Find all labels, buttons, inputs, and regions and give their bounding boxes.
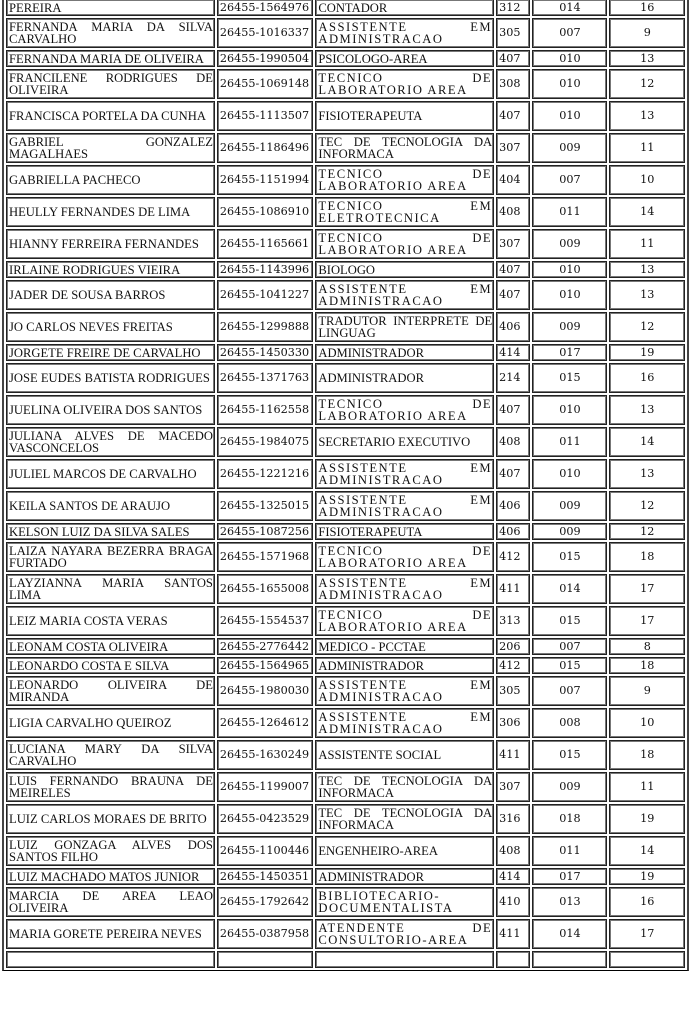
cell-nivel: 010 [532, 395, 606, 425]
cell-name: FERNANDA MARIA DA SILVA CARVALHO [6, 18, 215, 48]
cell-nivel: 014 [532, 574, 606, 604]
cell-padrao: 11 [609, 772, 685, 802]
cell-codigo: 407 [496, 261, 530, 278]
table-row [6, 0, 685, 16]
cell-cargo: FISIOTERAPEUTA [315, 523, 494, 540]
cell-cargo: ASSISTENTE EM ADMINISTRACAO [315, 280, 494, 310]
cell-padrao: 12 [609, 312, 685, 342]
cell-cargo: ADMINISTRADOR [315, 657, 494, 674]
cell-padrao: 14 [609, 427, 685, 457]
cell-name: IRLAINE RODRIGUES VIEIRA [6, 261, 215, 278]
cell-name: LUCIANA MARY DA SILVA CARVALHO [6, 740, 215, 770]
cell-nivel: 010 [532, 459, 606, 489]
cell-matricula: 26455-1221216 [217, 459, 313, 489]
cell-name: JUELINA OLIVEIRA DOS SANTOS [6, 395, 215, 425]
cell-padrao: 8 [609, 638, 685, 655]
cell-padrao: 17 [609, 919, 685, 949]
cell-name: LIGIA CARVALHO QUEIROZ [6, 708, 215, 738]
cell-nivel: 009 [532, 523, 606, 540]
table-row [6, 491, 685, 521]
cell-name: FRANCILENE RODRIGUES DE OLIVEIRA [6, 69, 215, 99]
cell-padrao: 13 [609, 101, 685, 131]
cell-cargo: TECNICO DE LABORATORIO AREA [315, 542, 494, 572]
cell-nivel: 010 [532, 69, 606, 99]
cell-nivel: 014 [532, 0, 606, 16]
cell-codigo: 406 [496, 491, 530, 521]
cell-nivel: 013 [532, 887, 606, 917]
cell-matricula: 26455-1984075 [217, 427, 313, 457]
table-row [6, 280, 685, 310]
cell-nivel: 010 [532, 261, 606, 278]
cell-codigo: 411 [496, 574, 530, 604]
table-row [6, 523, 685, 540]
cell-name: JULIEL MARCOS DE CARVALHO [6, 459, 215, 489]
cell-cargo: ATENDENTE DE CONSULTORIO-AREA [315, 919, 494, 949]
table-row [6, 708, 685, 738]
cell-nivel: 007 [532, 638, 606, 655]
cell-matricula: 26455-1069148 [217, 69, 313, 99]
cell-name: LUIS FERNANDO BRAUNA DE MEIRELES [6, 772, 215, 802]
cell-codigo: 414 [496, 344, 530, 361]
cell-matricula: 26455-1143996 [217, 261, 313, 278]
table-row [6, 395, 685, 425]
cell-padrao: 9 [609, 18, 685, 48]
cell-nivel: 010 [532, 280, 606, 310]
cell-matricula: 26455-2776442 [217, 638, 313, 655]
cell-cargo: ADMINISTRADOR [315, 344, 494, 361]
cell-codigo: 412 [496, 657, 530, 674]
cell-codigo: 407 [496, 101, 530, 131]
cell-codigo: 410 [496, 887, 530, 917]
cell-name: MARIA GORETE PEREIRA NEVES [6, 919, 215, 949]
cell-cargo: ENGENHEIRO-AREA [315, 836, 494, 866]
cell-matricula: 26455-1792642 [217, 887, 313, 917]
cell-cargo: ASSISTENTE EM ADMINISTRACAO [315, 491, 494, 521]
cell-matricula: 26455-1162558 [217, 395, 313, 425]
cell-cargo: BIBLIOTECARIO-DOCUMENTALISTA [315, 887, 494, 917]
cell-cargo: TRADUTOR INTERPRETE DE LINGUAG [315, 312, 494, 342]
table-row [6, 18, 685, 48]
cell-codigo: 307 [496, 772, 530, 802]
cell-padrao: 9 [609, 676, 685, 706]
table-row [6, 574, 685, 604]
cell-matricula: 26455-1087256 [217, 523, 313, 540]
cell-codigo: 408 [496, 836, 530, 866]
cell-matricula: 26455-1990504 [217, 50, 313, 67]
cell-codigo: 313 [496, 606, 530, 636]
table-row [6, 606, 685, 636]
cell-matricula: 26455-1199007 [217, 772, 313, 802]
cell-cargo: TEC DE TECNOLOGIA DA INFORMACA [315, 772, 494, 802]
table-row [6, 676, 685, 706]
cell-name: LEONAM COSTA OLIVEIRA [6, 638, 215, 655]
cell-nivel: 007 [532, 165, 606, 195]
cell-cargo: TECNICO DE LABORATORIO AREA [315, 165, 494, 195]
cell-matricula: 26455-1151994 [217, 165, 313, 195]
cell-cargo: ASSISTENTE SOCIAL [315, 740, 494, 770]
cell-cargo: ADMINISTRADOR [315, 868, 494, 885]
table-row [6, 887, 685, 917]
table-row [6, 542, 685, 572]
cell-nivel: 014 [532, 919, 606, 949]
cell-codigo: 308 [496, 69, 530, 99]
cell-cargo: TECNICO DE LABORATORIO AREA [315, 229, 494, 259]
table-row [6, 101, 685, 131]
table-container [2, 0, 689, 971]
cell-codigo: 406 [496, 523, 530, 540]
cell-name: GABRIELLA PACHECO [6, 165, 215, 195]
cell-matricula: 26455-1571968 [217, 542, 313, 572]
cell-codigo: 406 [496, 312, 530, 342]
cell-cargo: ASSISTENTE EM ADMINISTRACAO [315, 574, 494, 604]
table-row [6, 312, 685, 342]
cell-codigo: 206 [496, 638, 530, 655]
cell-name: JULIANA ALVES DE MACEDO VASCONCELOS [6, 427, 215, 457]
cell-nivel: 015 [532, 606, 606, 636]
cell-nivel: 011 [532, 836, 606, 866]
cell-name: GABRIEL GONZALEZ MAGALHAES [6, 133, 215, 163]
table-row [6, 459, 685, 489]
cell-padrao: 10 [609, 708, 685, 738]
cell-codigo: 407 [496, 395, 530, 425]
cell-cargo: CONTADOR [315, 0, 494, 16]
table-row [6, 638, 685, 655]
cell-matricula: 26455-1450351 [217, 868, 313, 885]
cell-codigo: 414 [496, 868, 530, 885]
cell-name: KELSON LUIZ DA SILVA SALES [6, 523, 215, 540]
cell-padrao: 14 [609, 197, 685, 227]
cell-name: JORGETE FREIRE DE CARVALHO [6, 344, 215, 361]
cell-padrao: 14 [609, 836, 685, 866]
cell-codigo: 412 [496, 542, 530, 572]
cell-padrao: 17 [609, 606, 685, 636]
cell-codigo: 316 [496, 804, 530, 834]
cell-matricula: 26455-0423529 [217, 804, 313, 834]
cell-padrao: 16 [609, 0, 685, 16]
cell-padrao: 16 [609, 363, 685, 393]
cell-codigo: 305 [496, 676, 530, 706]
table-row [6, 657, 685, 674]
cell-matricula [217, 951, 313, 968]
cell-matricula: 26455-1100446 [217, 836, 313, 866]
table-row [6, 804, 685, 834]
cell-cargo: ASSISTENTE EM ADMINISTRACAO [315, 676, 494, 706]
cell-nivel: 009 [532, 133, 606, 163]
cell-nivel: 017 [532, 868, 606, 885]
table-row [6, 951, 685, 968]
table-row [6, 919, 685, 949]
cell-padrao: 13 [609, 395, 685, 425]
cell-codigo: 307 [496, 229, 530, 259]
cell-nivel: 015 [532, 657, 606, 674]
table-row [6, 165, 685, 195]
cell-nivel: 009 [532, 491, 606, 521]
cell-cargo: TEC DE TECNOLOGIA DA INFORMACA [315, 804, 494, 834]
cell-name: MARCIA DE AREA LEAO OLIVEIRA [6, 887, 215, 917]
cell-codigo: 407 [496, 50, 530, 67]
staff-table [2, 0, 689, 971]
cell-codigo: 305 [496, 18, 530, 48]
cell-matricula: 26455-1186496 [217, 133, 313, 163]
cell-name: LUIZ GONZAGA ALVES DOS SANTOS FILHO [6, 836, 215, 866]
cell-nivel: 017 [532, 344, 606, 361]
cell-codigo: 404 [496, 165, 530, 195]
cell-name: FERNANDA MARIA DE OLIVEIRA [6, 50, 215, 67]
table-row [6, 229, 685, 259]
cell-matricula: 26455-1016337 [217, 18, 313, 48]
cell-matricula: 26455-1655008 [217, 574, 313, 604]
cell-cargo [315, 951, 494, 968]
cell-nivel: 010 [532, 50, 606, 67]
cell-name: JO CARLOS NEVES FREITAS [6, 312, 215, 342]
cell-cargo: TECNICO EM ELETROTECNICA [315, 197, 494, 227]
cell-padrao: 19 [609, 868, 685, 885]
cell-name: PEREIRA [6, 0, 215, 16]
cell-padrao: 13 [609, 459, 685, 489]
cell-padrao: 10 [609, 165, 685, 195]
cell-name: LAIZA NAYARA BEZERRA BRAGA FURTADO [6, 542, 215, 572]
cell-matricula: 26455-1450330 [217, 344, 313, 361]
cell-codigo: 312 [496, 0, 530, 16]
cell-name: HEULLY FERNANDES DE LIMA [6, 197, 215, 227]
cell-nivel: 011 [532, 197, 606, 227]
cell-nivel [532, 951, 606, 968]
cell-nivel: 010 [532, 101, 606, 131]
cell-name [6, 951, 215, 968]
cell-matricula: 26455-1564976 [217, 0, 313, 16]
table-row [6, 344, 685, 361]
cell-codigo: 408 [496, 197, 530, 227]
cell-padrao: 18 [609, 740, 685, 770]
table-row [6, 427, 685, 457]
cell-matricula: 26455-1041227 [217, 280, 313, 310]
cell-codigo: 407 [496, 280, 530, 310]
cell-cargo: ADMINISTRADOR [315, 363, 494, 393]
cell-codigo: 411 [496, 919, 530, 949]
cell-nivel: 007 [532, 18, 606, 48]
cell-matricula: 26455-1371763 [217, 363, 313, 393]
cell-padrao [609, 951, 685, 968]
cell-padrao: 13 [609, 50, 685, 67]
cell-matricula: 26455-1325015 [217, 491, 313, 521]
cell-codigo: 407 [496, 459, 530, 489]
cell-codigo [496, 951, 530, 968]
cell-padrao: 12 [609, 69, 685, 99]
cell-cargo: ASSISTENTE EM ADMINISTRACAO [315, 18, 494, 48]
cell-matricula: 26455-1299888 [217, 312, 313, 342]
cell-padrao: 13 [609, 261, 685, 278]
cell-padrao: 18 [609, 542, 685, 572]
cell-cargo: BIOLOGO [315, 261, 494, 278]
cell-cargo: TECNICO DE LABORATORIO AREA [315, 606, 494, 636]
cell-cargo: ASSISTENTE EM ADMINISTRACAO [315, 459, 494, 489]
table-row [6, 197, 685, 227]
cell-cargo: PSICOLOGO-AREA [315, 50, 494, 67]
cell-codigo: 411 [496, 740, 530, 770]
cell-name: HIANNY FERREIRA FERNANDES [6, 229, 215, 259]
cell-name: FRANCISCA PORTELA DA CUNHA [6, 101, 215, 131]
cell-nivel: 015 [532, 542, 606, 572]
cell-matricula: 26455-1630249 [217, 740, 313, 770]
table-row [6, 69, 685, 99]
table-row [6, 740, 685, 770]
cell-matricula: 26455-1086910 [217, 197, 313, 227]
cell-name: LAYZIANNA MARIA SANTOS LIMA [6, 574, 215, 604]
cell-matricula: 26455-1980030 [217, 676, 313, 706]
table-row [6, 772, 685, 802]
cell-matricula: 26455-1165661 [217, 229, 313, 259]
cell-nivel: 018 [532, 804, 606, 834]
cell-name: LEONARDO OLIVEIRA DE MIRANDA [6, 676, 215, 706]
cell-nivel: 015 [532, 740, 606, 770]
cell-cargo: MEDICO - PCCTAE [315, 638, 494, 655]
cell-nivel: 009 [532, 312, 606, 342]
table-row [6, 133, 685, 163]
cell-codigo: 306 [496, 708, 530, 738]
cell-padrao: 11 [609, 229, 685, 259]
table-row [6, 868, 685, 885]
table-row [6, 836, 685, 866]
cell-matricula: 26455-1113507 [217, 101, 313, 131]
cell-name: KEILA SANTOS DE ARAUJO [6, 491, 215, 521]
table-row [6, 261, 685, 278]
cell-padrao: 19 [609, 344, 685, 361]
table-row [6, 50, 685, 67]
cell-matricula: 26455-1264612 [217, 708, 313, 738]
cell-nivel: 007 [532, 676, 606, 706]
cell-padrao: 16 [609, 887, 685, 917]
cell-cargo: SECRETARIO EXECUTIVO [315, 427, 494, 457]
cell-matricula: 26455-1564965 [217, 657, 313, 674]
cell-cargo: FISIOTERAPEUTA [315, 101, 494, 131]
cell-nivel: 009 [532, 772, 606, 802]
table-row [6, 363, 685, 393]
cell-name: JOSE EUDES BATISTA RODRIGUES [6, 363, 215, 393]
staff-table-body [6, 0, 685, 968]
cell-name: LUIZ MACHADO MATOS JUNIOR [6, 868, 215, 885]
cell-name: LUIZ CARLOS MORAES DE BRITO [6, 804, 215, 834]
cell-codigo: 214 [496, 363, 530, 393]
cell-nivel: 011 [532, 427, 606, 457]
cell-cargo: TECNICO DE LABORATORIO AREA [315, 69, 494, 99]
cell-padrao: 18 [609, 657, 685, 674]
cell-padrao: 19 [609, 804, 685, 834]
cell-name: LEIZ MARIA COSTA VERAS [6, 606, 215, 636]
cell-name: JADER DE SOUSA BARROS [6, 280, 215, 310]
cell-padrao: 17 [609, 574, 685, 604]
cell-cargo: ASSISTENTE EM ADMINISTRACAO [315, 708, 494, 738]
cell-nivel: 009 [532, 229, 606, 259]
cell-matricula: 26455-1554537 [217, 606, 313, 636]
cell-name: LEONARDO COSTA E SILVA [6, 657, 215, 674]
cell-padrao: 12 [609, 523, 685, 540]
cell-matricula: 26455-0387958 [217, 919, 313, 949]
cell-padrao: 13 [609, 280, 685, 310]
cell-padrao: 12 [609, 491, 685, 521]
cell-codigo: 307 [496, 133, 530, 163]
cell-nivel: 008 [532, 708, 606, 738]
cell-cargo: TECNICO DE LABORATORIO AREA [315, 395, 494, 425]
cell-nivel: 015 [532, 363, 606, 393]
cell-cargo: TEC DE TECNOLOGIA DA INFORMACA [315, 133, 494, 163]
cell-padrao: 11 [609, 133, 685, 163]
cell-codigo: 408 [496, 427, 530, 457]
